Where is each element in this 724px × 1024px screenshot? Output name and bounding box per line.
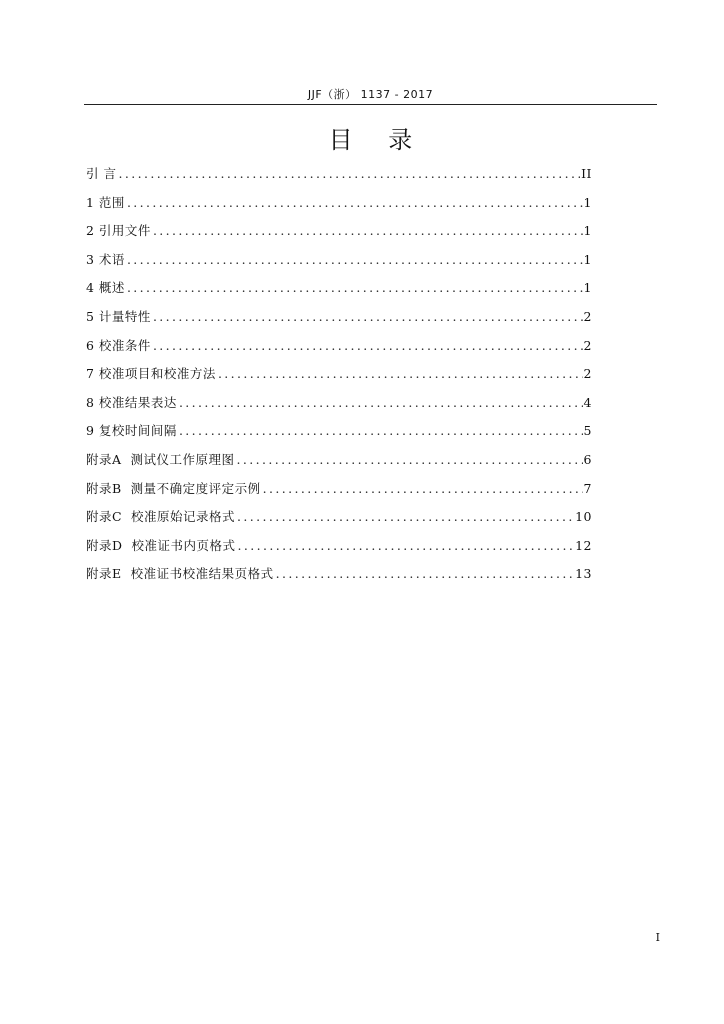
toc-entry-page: 7 (583, 480, 592, 496)
toc-entry-page: 2 (583, 337, 592, 353)
toc-entry-metrological-characteristics[interactable] (86, 307, 592, 336)
toc-dot-leader (237, 536, 574, 556)
page-number: I (655, 931, 660, 944)
toc-dot-leader (127, 250, 583, 270)
toc-dot-leader (153, 336, 583, 356)
toc-entry-label: 附录B 测量不确定度评定示例 (86, 480, 261, 496)
running-header: JJF（浙） 1137 - 2017 (307, 88, 434, 101)
toc-dot-leader (179, 421, 583, 441)
toc-entry-references[interactable] (86, 221, 592, 250)
toc-entry-page: 1 (583, 194, 592, 210)
toc-dot-leader (127, 278, 583, 298)
toc-dot-leader (237, 507, 574, 527)
toc-entry-label: 3 术语 (86, 251, 125, 267)
toc-entry-page: 10 (575, 509, 592, 525)
toc-entry-label: 附录C 校准原始记录格式 (86, 509, 236, 525)
toc-dot-leader (127, 193, 583, 213)
toc-dot-leader (153, 307, 583, 327)
toc-entry-appendix-c[interactable] (86, 507, 592, 536)
toc-dot-leader (179, 393, 583, 413)
toc-entry-page: 6 (583, 451, 592, 467)
toc-entry-label: 附录A 测试仪工作原理图 (86, 451, 235, 467)
toc-entry-label: 附录E 校准证书校准结果页格式 (86, 566, 274, 582)
toc-entry-page: II (581, 166, 592, 181)
toc-entry-label: 9 复校时间间隔 (86, 423, 177, 439)
toc-entry-page: 1 (583, 280, 592, 296)
toc-entry-label: 6 校准条件 (86, 337, 151, 353)
toc-entry-label: 引 言 (86, 166, 117, 181)
toc-dot-leader (218, 364, 583, 384)
table-of-contents (86, 164, 592, 593)
toc-entry-scope[interactable] (86, 193, 592, 222)
toc-entry-label: 附录D 校准证书内页格式 (86, 537, 236, 553)
toc-entry-page: 5 (583, 423, 592, 439)
toc-dot-leader (118, 164, 580, 184)
toc-entry-page: 1 (583, 223, 592, 239)
header-rule (84, 104, 657, 105)
toc-dot-leader (236, 450, 582, 470)
toc-entry-page: 13 (575, 566, 592, 582)
toc-entry-appendix-d[interactable] (86, 536, 592, 565)
toc-dot-leader (153, 221, 583, 241)
toc-entry-appendix-a[interactable] (86, 450, 592, 479)
toc-entry-label: 1 范围 (86, 194, 125, 210)
toc-entry-recalibration-interval[interactable] (86, 421, 592, 450)
toc-dot-leader (263, 479, 583, 499)
toc-entry-calibration-results[interactable] (86, 393, 592, 422)
toc-entry-page: 2 (583, 366, 592, 382)
toc-entry-label: 8 校准结果表达 (86, 394, 177, 410)
toc-entry-label: 4 概述 (86, 280, 125, 296)
toc-entry-page: 12 (575, 537, 592, 553)
toc-entry-calibration-conditions[interactable] (86, 336, 592, 365)
toc-entry-terms[interactable] (86, 250, 592, 279)
toc-entry-appendix-b[interactable] (86, 479, 592, 508)
toc-entry-label: 7 校准项目和校准方法 (86, 366, 216, 382)
toc-entry-label: 2 引用文件 (86, 223, 151, 239)
toc-entry-page: 4 (583, 394, 592, 410)
toc-entry-page: 1 (583, 251, 592, 267)
toc-title: 目 录 (328, 126, 427, 154)
toc-entry-foreword[interactable] (86, 164, 592, 193)
toc-entry-calibration-items-methods[interactable] (86, 364, 592, 393)
toc-entry-appendix-e[interactable] (86, 564, 592, 593)
toc-entry-page: 2 (583, 308, 592, 324)
toc-entry-label: 5 计量特性 (86, 308, 151, 324)
toc-dot-leader (276, 564, 575, 584)
toc-entry-overview[interactable] (86, 278, 592, 307)
